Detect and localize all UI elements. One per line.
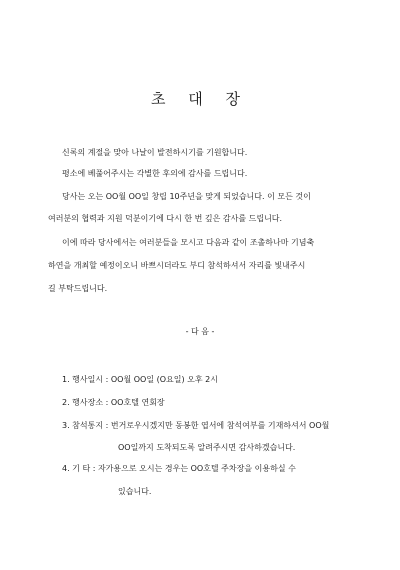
body-line-7: 길 부탁드립니다. — [48, 284, 108, 293]
rsvp-item: 3. 참석통지 : 번거로우시겠지만 동봉한 엽서에 참석여부를 기재하셔서 OO월 — [62, 421, 330, 430]
other-item-continued: 있습니다. — [118, 487, 152, 496]
event-location-item: 2. 행사장소 : OO호텔 연회장 — [62, 398, 165, 407]
body-line-4: 여러분의 협력과 지원 덕분이기에 다시 한 번 깊은 감사를 드립니다. — [48, 214, 283, 223]
event-date-item: 1. 행사일시 : OO월 OO일 (O요일) 오후 2시 — [62, 375, 218, 384]
next-heading: - 다 음 - — [185, 327, 215, 336]
greeting-line-1: 신록의 계절을 맞아 나날이 발전하시기를 기원합니다. — [62, 148, 248, 157]
body-line-3: 당사는 오는 OO월 OO일 창립 10주년을 맞게 되었습니다. 이 모든 것이 — [62, 192, 311, 201]
body-line-6: 하연을 개최할 예정이오니 바쁘시더라도 부디 참석하셔서 자리를 빛내주시 — [48, 261, 306, 270]
greeting-line-2: 평소에 베풀어주시는 각별한 후의에 감사를 드립니다. — [62, 169, 248, 178]
other-item: 4. 기 타 : 자가용으로 오시는 경우는 OO호텔 주차장을 이용하실 수 — [62, 464, 296, 473]
page-title: 초 대 장 — [150, 90, 249, 108]
body-line-5: 이에 따라 당사에서는 여러분들을 모시고 다음과 같이 조촐하나마 기념축 — [62, 238, 315, 247]
rsvp-item-continued: OO일까지 도착되도록 알려주시면 감사하겠습니다. — [118, 443, 296, 452]
